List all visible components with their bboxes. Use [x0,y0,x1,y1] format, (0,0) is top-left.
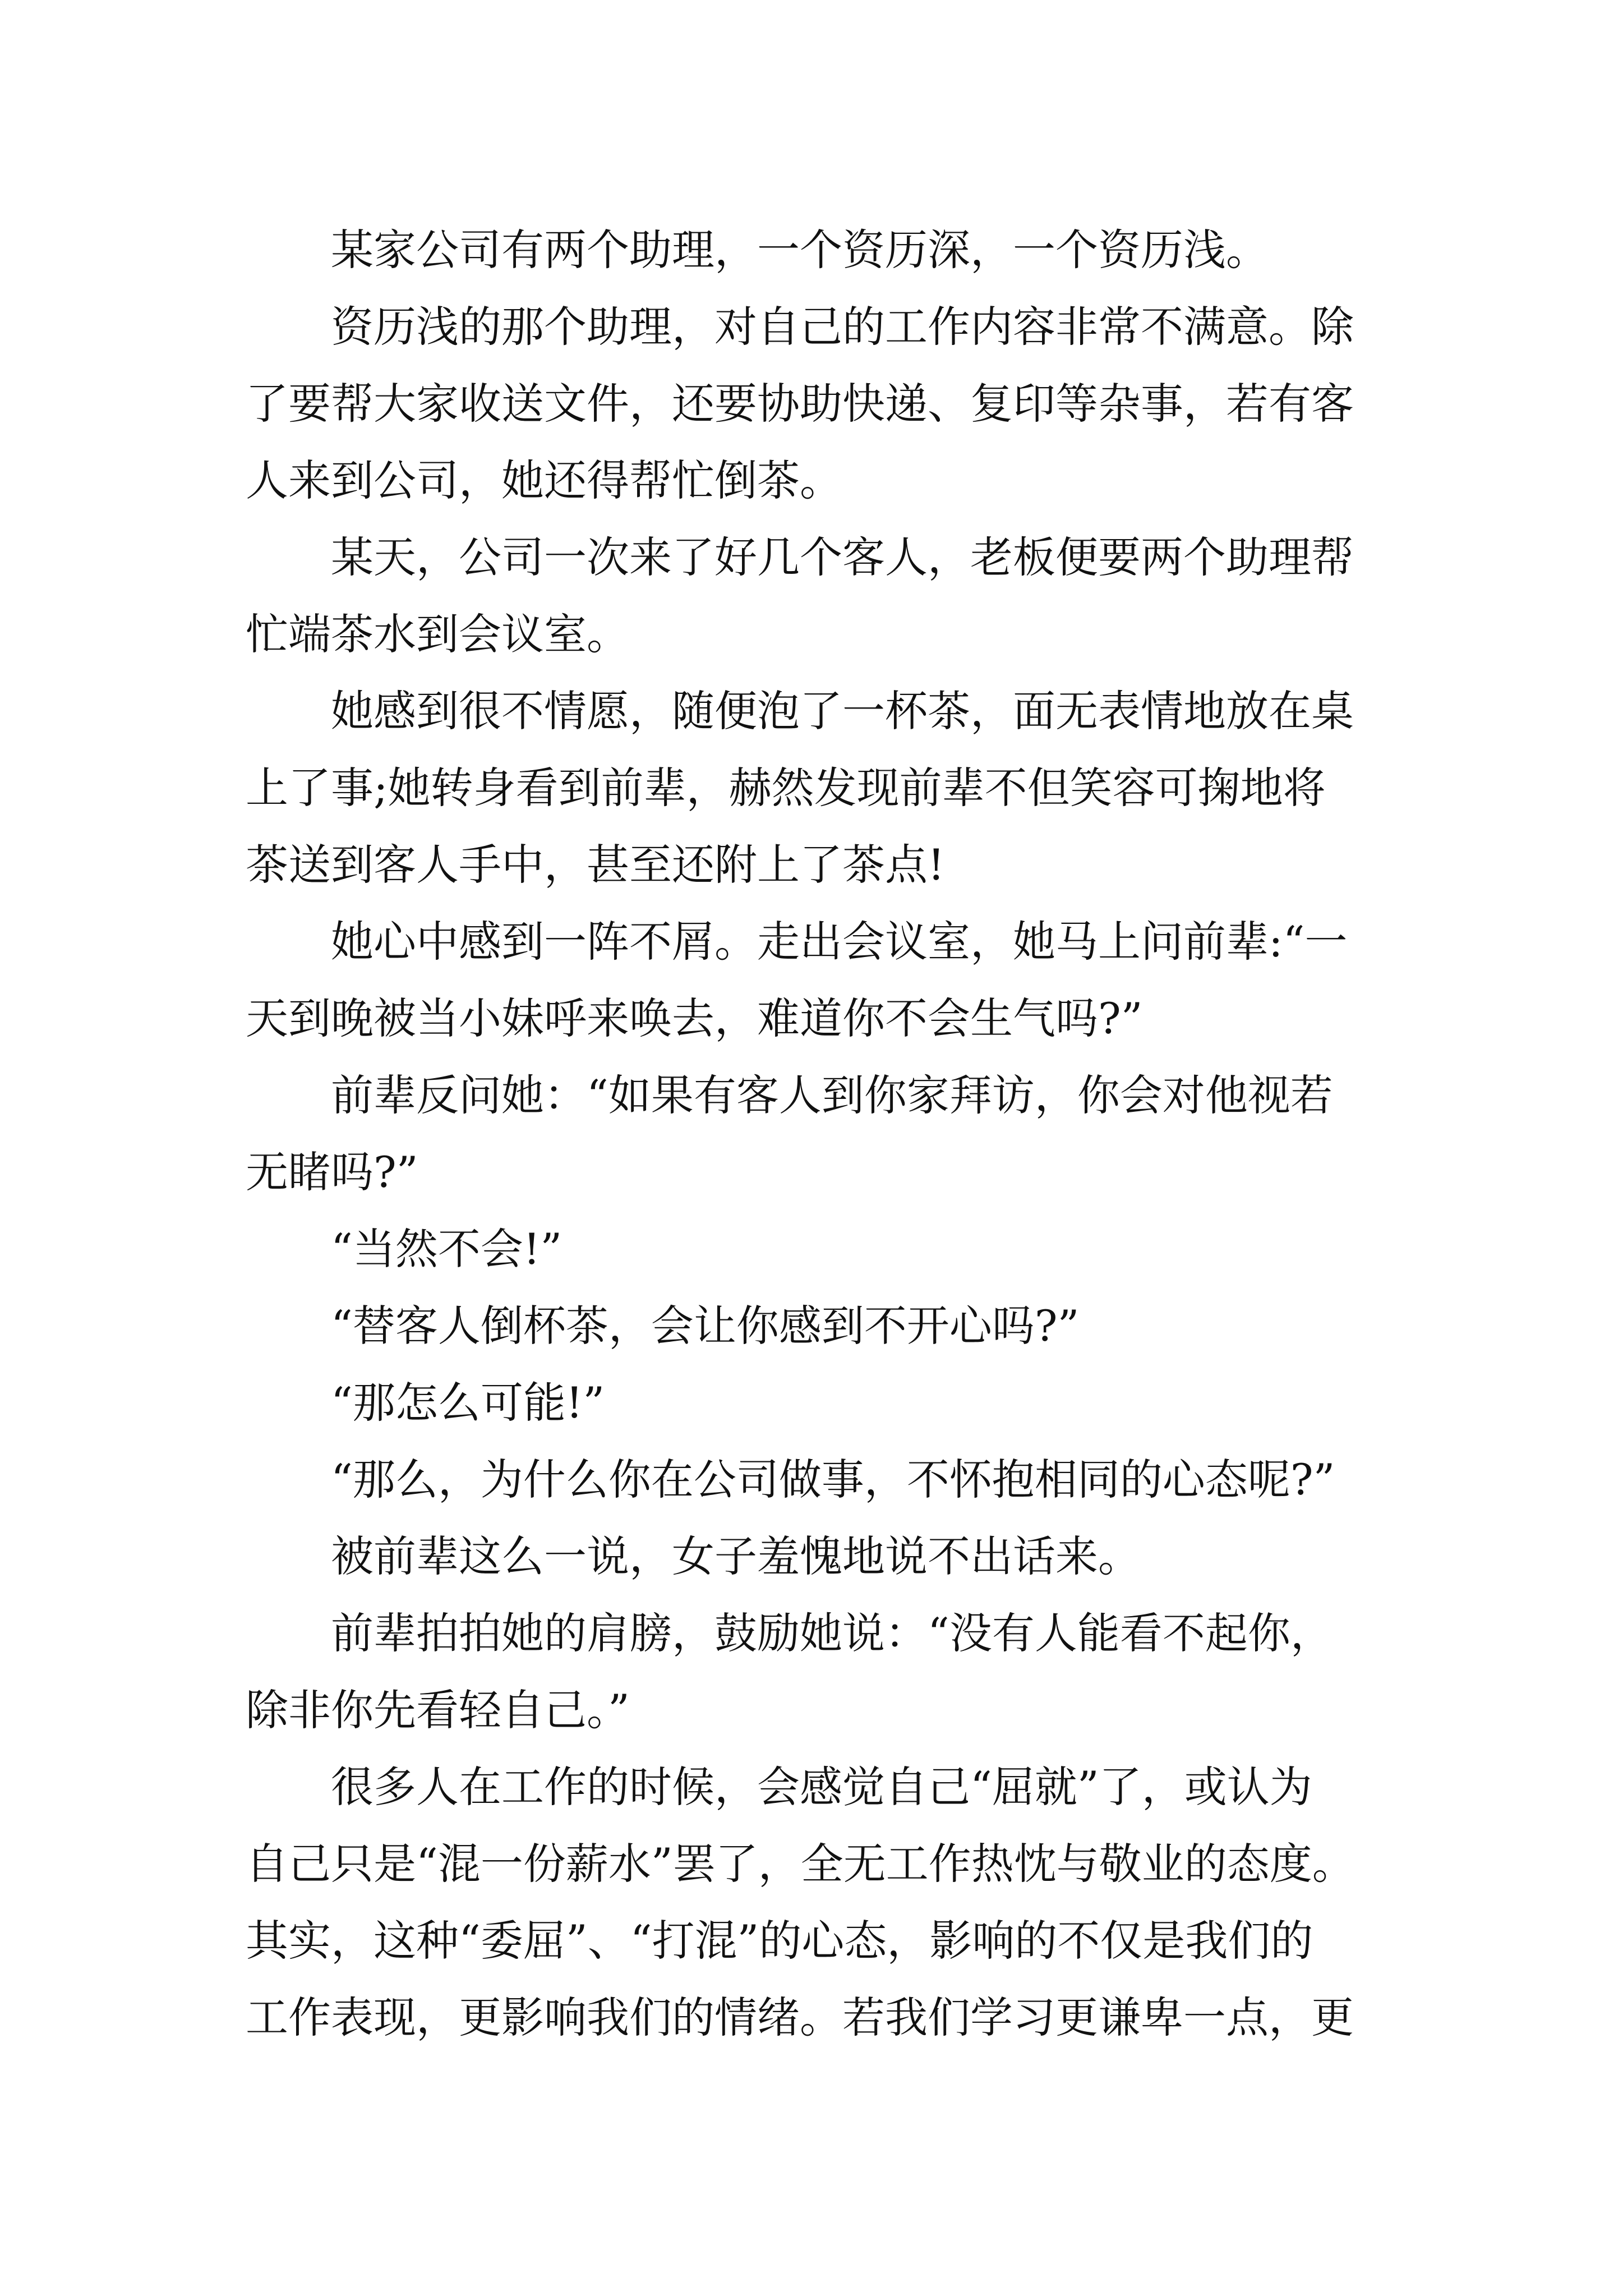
text-line: “那怎么可能!” [331,1378,605,1428]
text-line: “替客人倒杯茶，会让你感到不开心吗?” [331,1301,1080,1351]
text-line: 自己只是“混一份薪水”罢了，全无工作热忱与敬业的态度。 [246,1839,1355,1889]
text-line: 天到晚被当小妹呼来唤去，难道你不会生气吗?” [246,993,1143,1043]
text-line: 其实，这种“委屈”、“打混”的心态，影响的不仅是我们的 [246,1916,1313,1966]
text-line: 人来到公司，她还得帮忙倒茶。 [246,455,842,505]
text-line: 茶送到客人手中，甚至还附上了茶点! [246,840,945,890]
text-line: 资历浅的那个助理，对自己的工作内容非常不满意。除 [331,302,1354,352]
text-line: 工作表现，更影响我们的情绪。若我们学习更谦卑一点，更 [246,1993,1354,2042]
text-line: 她感到很不情愿，随便泡了一杯茶，面无表情地放在桌 [331,686,1354,736]
text-line: 了要帮大家收送文件，还要协助快递、复印等杂事，若有客 [246,379,1354,429]
text-line: 被前辈这么一说，女子羞愧地说不出话来。 [331,1531,1141,1581]
text-line: 无睹吗?” [246,1147,418,1197]
text-line: 除非你先看轻自己。” [246,1685,630,1735]
text-line: 很多人在工作的时候，会感觉自己“屈就”了，或认为 [331,1762,1312,1812]
text-line: “那么，为什么你在公司做事，不怀抱相同的心态呢?” [331,1455,1335,1504]
text-line: 某家公司有两个助理，一个资历深，一个资历浅。 [331,225,1269,275]
text-line: 她心中感到一阵不屑。走出会议室，她马上问前辈:“一 [331,917,1348,967]
text-line: 上了事;她转身看到前辈，赫然发现前辈不但笑容可掬地将 [246,763,1326,813]
text-line: “当然不会!” [331,1224,562,1274]
text-line: 忙端茶水到会议室。 [246,609,629,659]
text-line: 前辈反问她：“如果有客人到你家拜访，你会对他视若 [331,1070,1333,1120]
document-body [246,211,1407,2056]
text-line: 某天，公司一次来了好几个客人，老板便要两个助理帮 [331,532,1354,582]
text-line: 前辈拍拍她的肩膀，鼓励她说：“没有人能看不起你， [331,1608,1333,1658]
